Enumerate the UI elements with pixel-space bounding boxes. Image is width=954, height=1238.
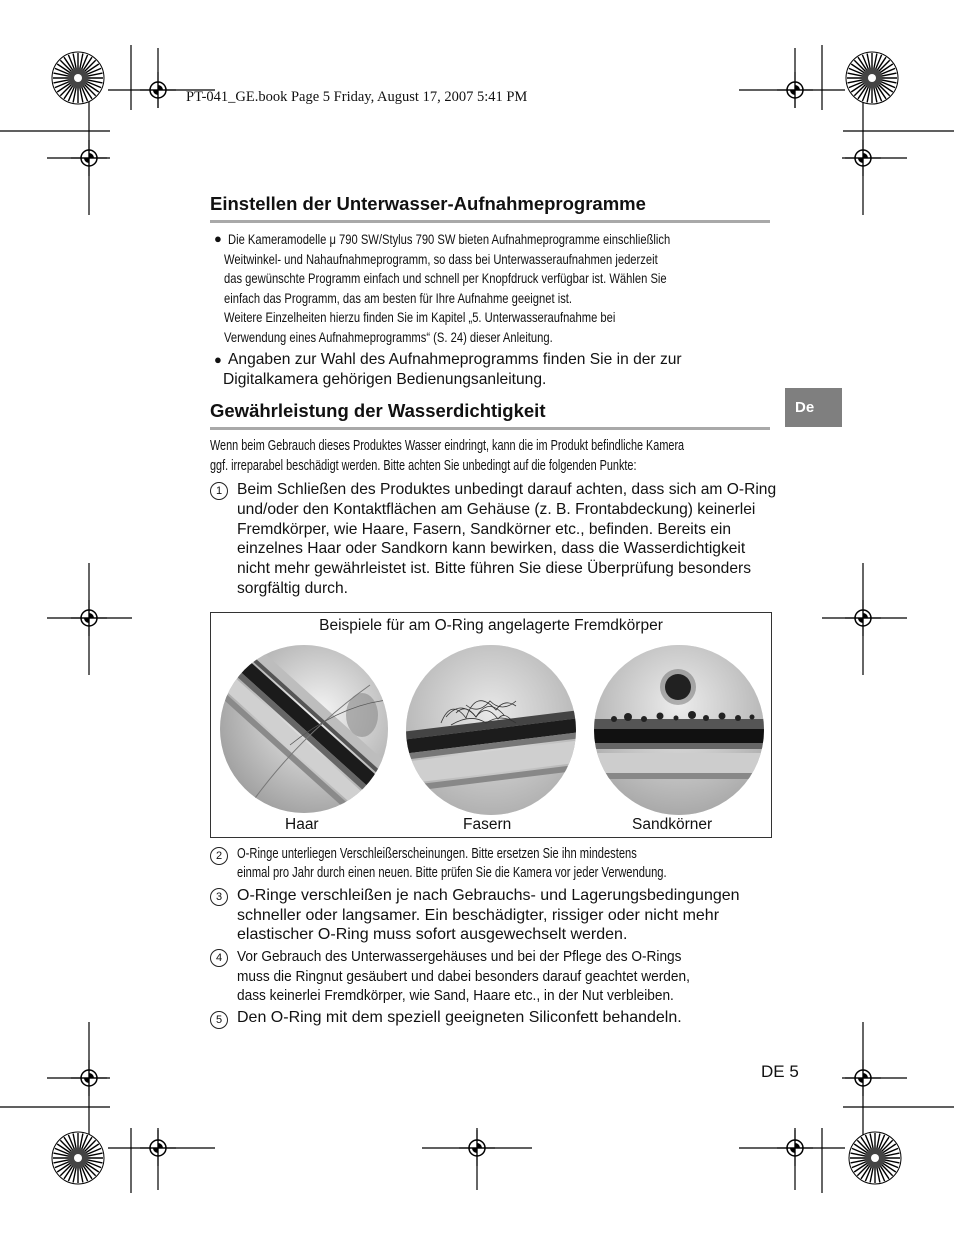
text-line: Vor Gebrauch des Unterwassergehäuses und bei der Pflege des O-Rings [237,948,682,965]
item1-text [237,480,776,599]
text-line: Verwendung eines Aufnahmeprogramms“ (S. 24) dieser Anleitung. [224,328,553,345]
fibers-photo [406,645,576,815]
language-tab: De [785,388,842,427]
section-rule [210,220,770,223]
item-marker-1: 1 [210,481,228,500]
section-title-water-tightness: Gewährleistung der Wasserdichtigkeit [210,400,546,421]
page-number: DE 5 [761,1062,799,1081]
text-line: Angaben zur Wahl des Aufnahmeprogramms finden Sie in der zur [228,351,682,368]
label-fibers: Fasern [463,816,512,833]
text-line: Digitalkamera gehörigen Bedienungsanleitung. [223,370,547,388]
text-line: das gewünschte Programm einfach und schnell per Knopfdruck verfügbar ist. Wählen Sie [224,270,667,287]
o-ring-figure [210,612,772,838]
text-line: dass keinerlei Fremdkörper, wie Sand, Haare etc., in der Nut verbleiben. [237,987,674,1005]
text-line: einmal pro Jahr durch einen neuen. Bitte prüfen Sie die Kamera vor jeder Verwendung. [237,865,667,881]
item5-text [237,1008,682,1028]
text-line: Die Kameramodelle μ 790 SW/Stylus 790 SW bieten Aufnahmeprogramme einschließlich [228,231,671,247]
text-line: nicht mehr gewährleistet ist. Bitte führen Sie diese Überprüfung besonders [237,560,752,578]
item-marker-3: 3 [210,887,228,906]
text-line: Wenn beim Gebrauch dieses Produktes Wasser eindringt, kann die im Produkt befindliche Kamera [210,438,685,454]
section-rule [210,427,770,430]
text-line: Fremdkörper, wie Haare, Fasern, Sandkörner etc., befinden. Bereits ein [237,520,732,538]
item-marker-5: 5 [210,1010,228,1029]
section-title-underwater-programs: Einstellen der Unterwasser-Aufnahmeprogramme [210,193,646,214]
hair-photo [220,645,388,813]
file-info-header: PT-041_GE.book Page 5 Friday, August 17, 2007 5:41 PM [186,89,528,105]
text-line: schneller oder langsamer. Ein beschädigter, rissiger oder nicht mehr [237,906,720,924]
intro-text [210,437,684,476]
text-line: einfach das Programm, das am besten für Ihre Aufnahme geeignet ist. [224,289,573,306]
text-line: elastischer O-Ring muss sofort ausgewechselt werden. [237,926,628,944]
figure-caption: Beispiele für am O-Ring angelagerte Fremdkörper [319,617,663,634]
text-line: sorgfältig durch. [237,579,348,597]
item-marker-4: 4 [210,948,228,967]
text-line: ggf. irreparabel beschädigt werden. Bitte achten Sie unbedingt auf die folgenden Punkte: [210,457,637,474]
text-line: Weitere Einzelheiten hierzu finden Sie im Kapitel „5. Unterwasseraufnahme bei [224,309,616,326]
text-line: muss die Ringnut gesäubert und dabei besonders darauf geachtet werden, [237,967,690,985]
bullet2-text [223,350,682,390]
text-line: Den O-Ring mit dem speziell geeigneten Siliconfett behandeln. [237,1009,682,1026]
item2-text [237,845,667,883]
label-sand: Sandkörner [632,816,713,833]
text-line: O-Ringe unterliegen Verschleißerscheinungen. Bitte ersetzen Sie ihn mindestens [237,846,637,862]
item4-text [237,947,690,1006]
bullet1-text [224,230,671,348]
text-line: einzelnes Haar oder Sandkorn kann bewirken, dass die Wasserdichtigkeit [237,540,746,558]
bullet-dot: ● [214,231,222,246]
text-line: O-Ringe verschleißen je nach Gebrauchs- und Lagerungsbedingungen [237,887,740,904]
text-line: Weitwinkel- und Nahaufnahmeprogramm, so dass bei Unterwasseraufnahmen jederzeit [224,250,658,267]
sand-photo [594,645,764,815]
item3-text [237,886,740,945]
label-hair: Haar [285,816,319,833]
text-line: und/oder den Kontaktflächen am Gehäuse (z. B. Frontabdeckung) keinerlei [237,500,756,518]
bullet-dot: ● [214,352,222,367]
item-marker-2: 2 [210,846,228,865]
text-line: Beim Schließen des Produktes unbedingt darauf achten, dass sich am O-Ring [237,481,777,498]
